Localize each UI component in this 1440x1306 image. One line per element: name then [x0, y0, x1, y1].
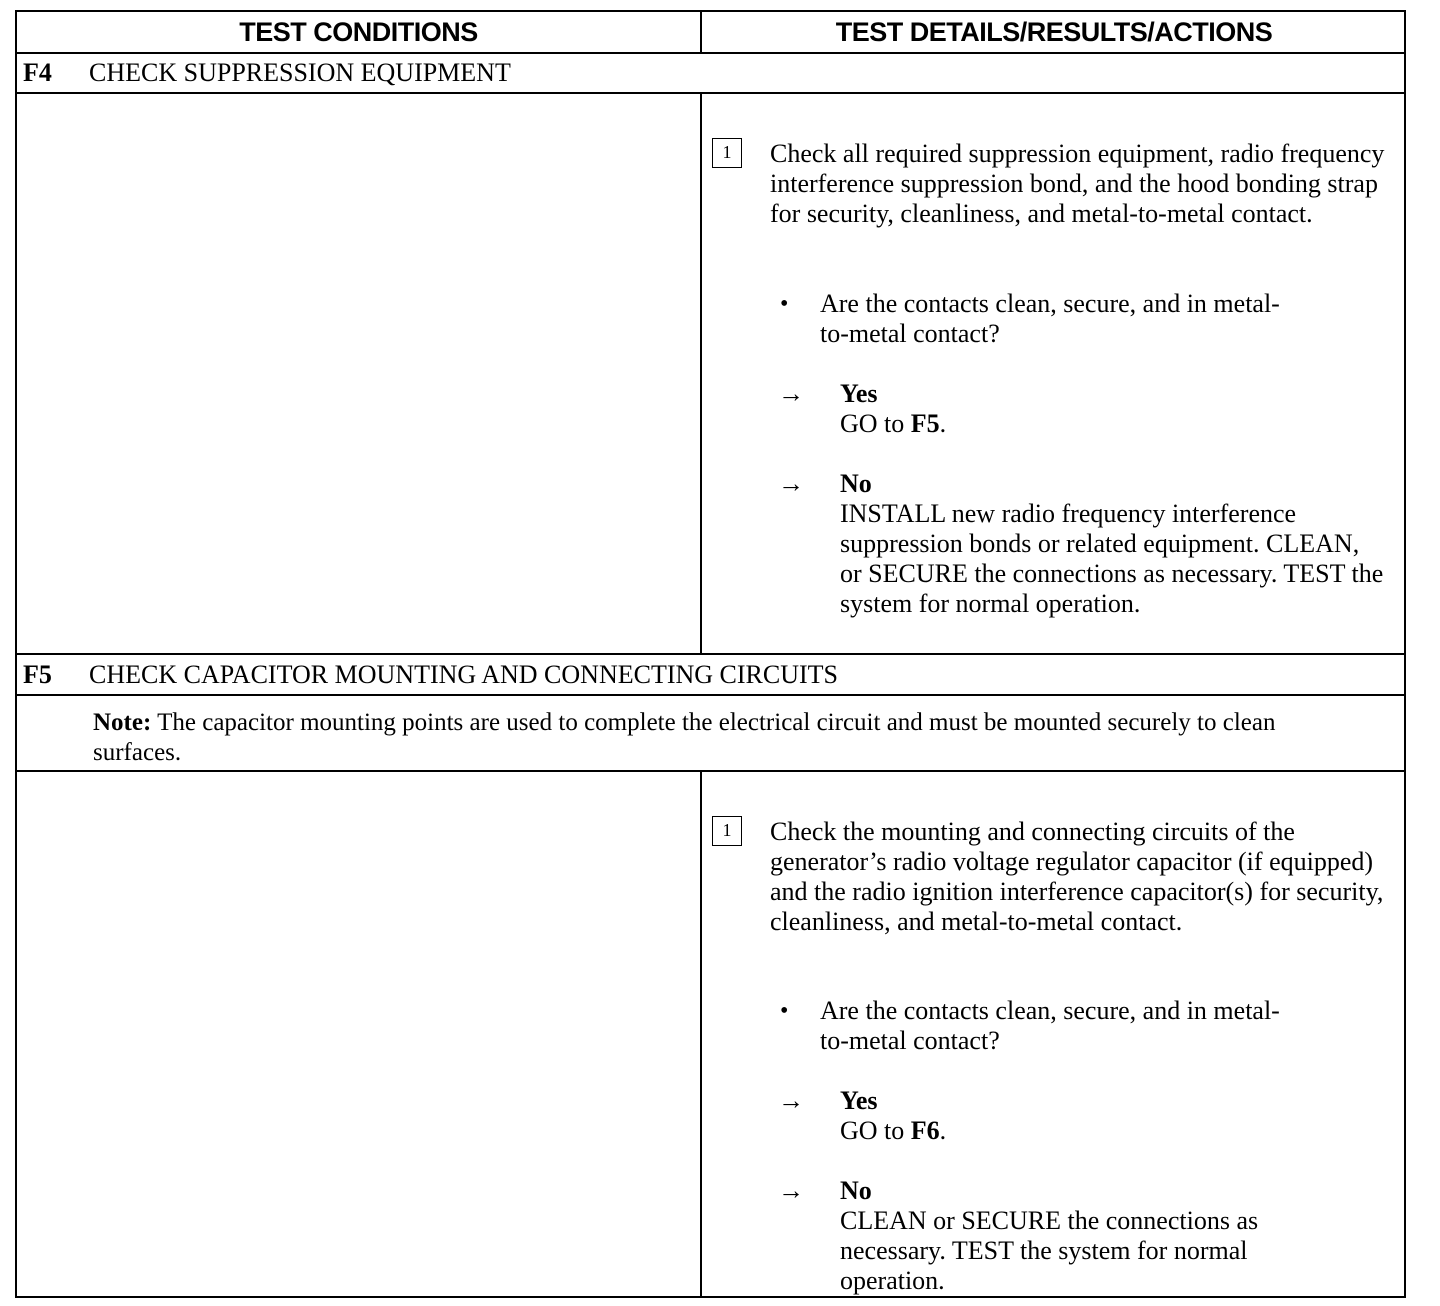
- f5-section-title: [23, 660, 838, 690]
- f5-title-divider: [17, 694, 1404, 696]
- f4-code: F4: [23, 58, 52, 87]
- f5-column-divider: [700, 770, 702, 1298]
- f4-yes-action-suffix: .: [939, 409, 947, 438]
- f5-yes-action-target: F6: [910, 1116, 940, 1145]
- f5-note-label: Note:: [93, 709, 152, 736]
- f4-section-title: [23, 58, 511, 88]
- f4-no-label: No: [840, 469, 872, 498]
- header-test-conditions: TEST CONDITIONS: [239, 16, 478, 47]
- f5-yes-label: Yes: [840, 1086, 878, 1115]
- f4-title: CHECK SUPPRESSION EQUIPMENT: [89, 58, 511, 87]
- f5-bullet: •: [780, 998, 789, 1024]
- f4-step-number: 1: [712, 138, 742, 168]
- f5-yes-action-suffix: .: [939, 1116, 947, 1145]
- f5-note: [93, 708, 1353, 768]
- f5-instruction: Check the mounting and connecting circuits of the generator’s radio voltage regulator capacitor (if equipped) and the radio ignition interference capacitor(s) for security, cleanliness, and metal-to-metal contact.: [770, 817, 1384, 936]
- f5-title: CHECK CAPACITOR MOUNTING AND CONNECTING CIRCUITS: [89, 660, 838, 689]
- f5-step-number: 1: [712, 816, 742, 846]
- f5-yes-arrow-icon: →: [778, 1086, 804, 1115]
- f4-no-action: INSTALL new radio frequency interference suppression bonds or related equipment. CLEAN, or SECURE the connections as necessary. TEST the system for normal operation.: [840, 499, 1384, 618]
- f5-code: F5: [23, 660, 52, 689]
- test-table: [15, 10, 1406, 1298]
- f5-yes-action-text: GO to: [840, 1116, 911, 1145]
- f4-yes-action: [840, 409, 946, 439]
- f5-note-text: The capacitor mounting points are used to complete the electrical circuit and must be mounted securely to clean surfaces.: [93, 709, 1276, 766]
- f4-yes-arrow-icon: →: [778, 379, 804, 408]
- header-divider: [17, 52, 1404, 54]
- f4-yes-label: Yes: [840, 379, 878, 408]
- f5-question: Are the contacts clean, secure, and in metal-to-metal contact?: [820, 996, 1280, 1055]
- f5-no-label: No: [840, 1176, 872, 1205]
- f5-no-action: CLEAN or SECURE the connections as necessary. TEST the system for normal operation.: [840, 1206, 1259, 1295]
- f5-yes-action: [840, 1116, 946, 1146]
- f4-instruction: Check all required suppression equipment, radio frequency interference suppression bond, and the hood bonding strap for security, cleanliness, and metal-to-metal contact.: [770, 139, 1385, 228]
- f4-bullet: •: [780, 291, 789, 317]
- header-test-details: TEST DETAILS/RESULTS/ACTIONS: [835, 16, 1273, 47]
- f5-note-divider: [17, 770, 1404, 772]
- f4-title-divider: [17, 92, 1404, 94]
- f5-no-arrow-icon: →: [778, 1176, 804, 1205]
- f4-yes-action-target: F5: [910, 409, 940, 438]
- f4-column-divider: [700, 92, 702, 653]
- f4-no-arrow-icon: →: [778, 469, 804, 498]
- f4-question: Are the contacts clean, secure, and in metal-to-metal contact?: [820, 289, 1280, 348]
- f4-body-divider: [17, 653, 1404, 655]
- f4-yes-action-text: GO to: [840, 409, 911, 438]
